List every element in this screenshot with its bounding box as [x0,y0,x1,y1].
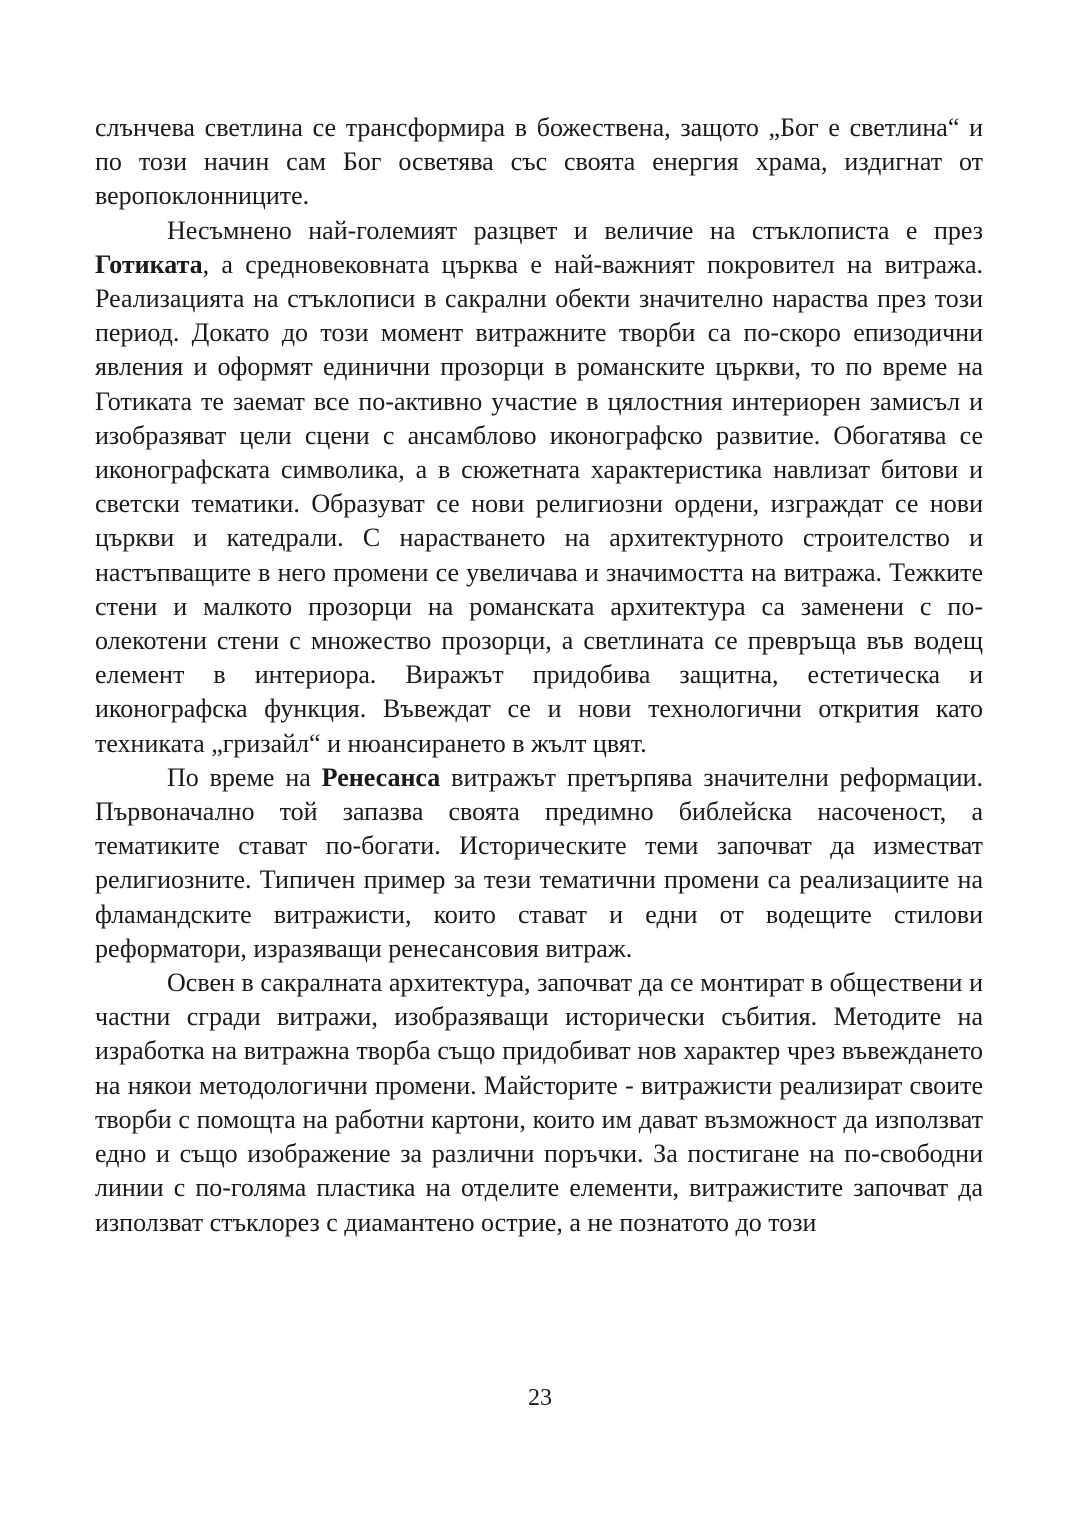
paragraph-2 [95,214,983,761]
page-number: 23 [528,1385,552,1411]
paragraph-3-text-rest: витражът претърпява значителни реформации. Първоначално той запазва своята предимно библейска насоченост, а тематиките стават по-богати. Историческите теми започват да изместват религиозните. Типичен пример за тези тематични промени са реализациите на фламандските витражисти, които стават и едни от водещите стилови реформатори, изразяващи ренесансовия витраж. [95,762,983,963]
term-renaissance: Ренесанса [321,762,441,792]
paragraph-1: слънчева светлина се трансформира в божествена, защото „Бог е светлина“ и по този начин сам Бог осветява със своята енергия храма, издигнат от веропоклонниците. [95,113,983,211]
paragraph-2-text-start: Несъмнено най-големият разцвет и величие на стъклописта е през [167,215,983,245]
paragraph-3 [95,761,983,966]
term-gothic: Готиката [95,249,203,279]
page-body [95,111,983,1240]
paragraph-3-text-start: По време на [167,762,322,792]
paragraph-2-text-rest: , а средновековната църква е най-важният покровител на витража. Реализацията на стъклописи в сакрални обекти значително нараства през този период. Докато до този момент витражните творби са по-скоро епизодични явления и оформят единични прозорци в романските църкви, то по време на Готиката те заемат все по-активно участие в цялостния интериорен замисъл и изобразяват цели сцени с ансамблово иконографско развитие. Обогатява се иконографската символика, а в сюжетната характеристика навлизат битови и светски тематики. Образуват се нови религиозни ордени, изграждат се нови църкви и катедрали. С нарастването на архитектурното строителство и настъпващите в него промени се увеличава и значимостта на витража. Тежките стени и малкото прозорци на романската архитектура са заменени с по-олекотени стени с множество прозорци, а светлината се превръща във водещ елемент в интериора. Виражът придобива защитна, естетическа и иконографска функция. Въвеждат се и нови технологични открития като техниката „гризайл“ и нюансирането в жълт цвят. [95,249,983,758]
paragraph-4: Освен в сакралната архитектура, започват да се монтират в обществени и частни сгради витражи, изобразяващи исторически събития. Методите на изработка на витражна творба също придобиват нов характер чрез въвеждането на някои методологични промени. Майсторите - витражисти реализират своите творби с помощта на работни картони, които им дават възможност да използват едно и също изображение за различни поръчки. За постигане на по-свободни линии с по-голяма пластика на отделите елементи, витражистите започват да използват стъклорез с диамантено острие, а не познатото до този [95,968,983,1237]
